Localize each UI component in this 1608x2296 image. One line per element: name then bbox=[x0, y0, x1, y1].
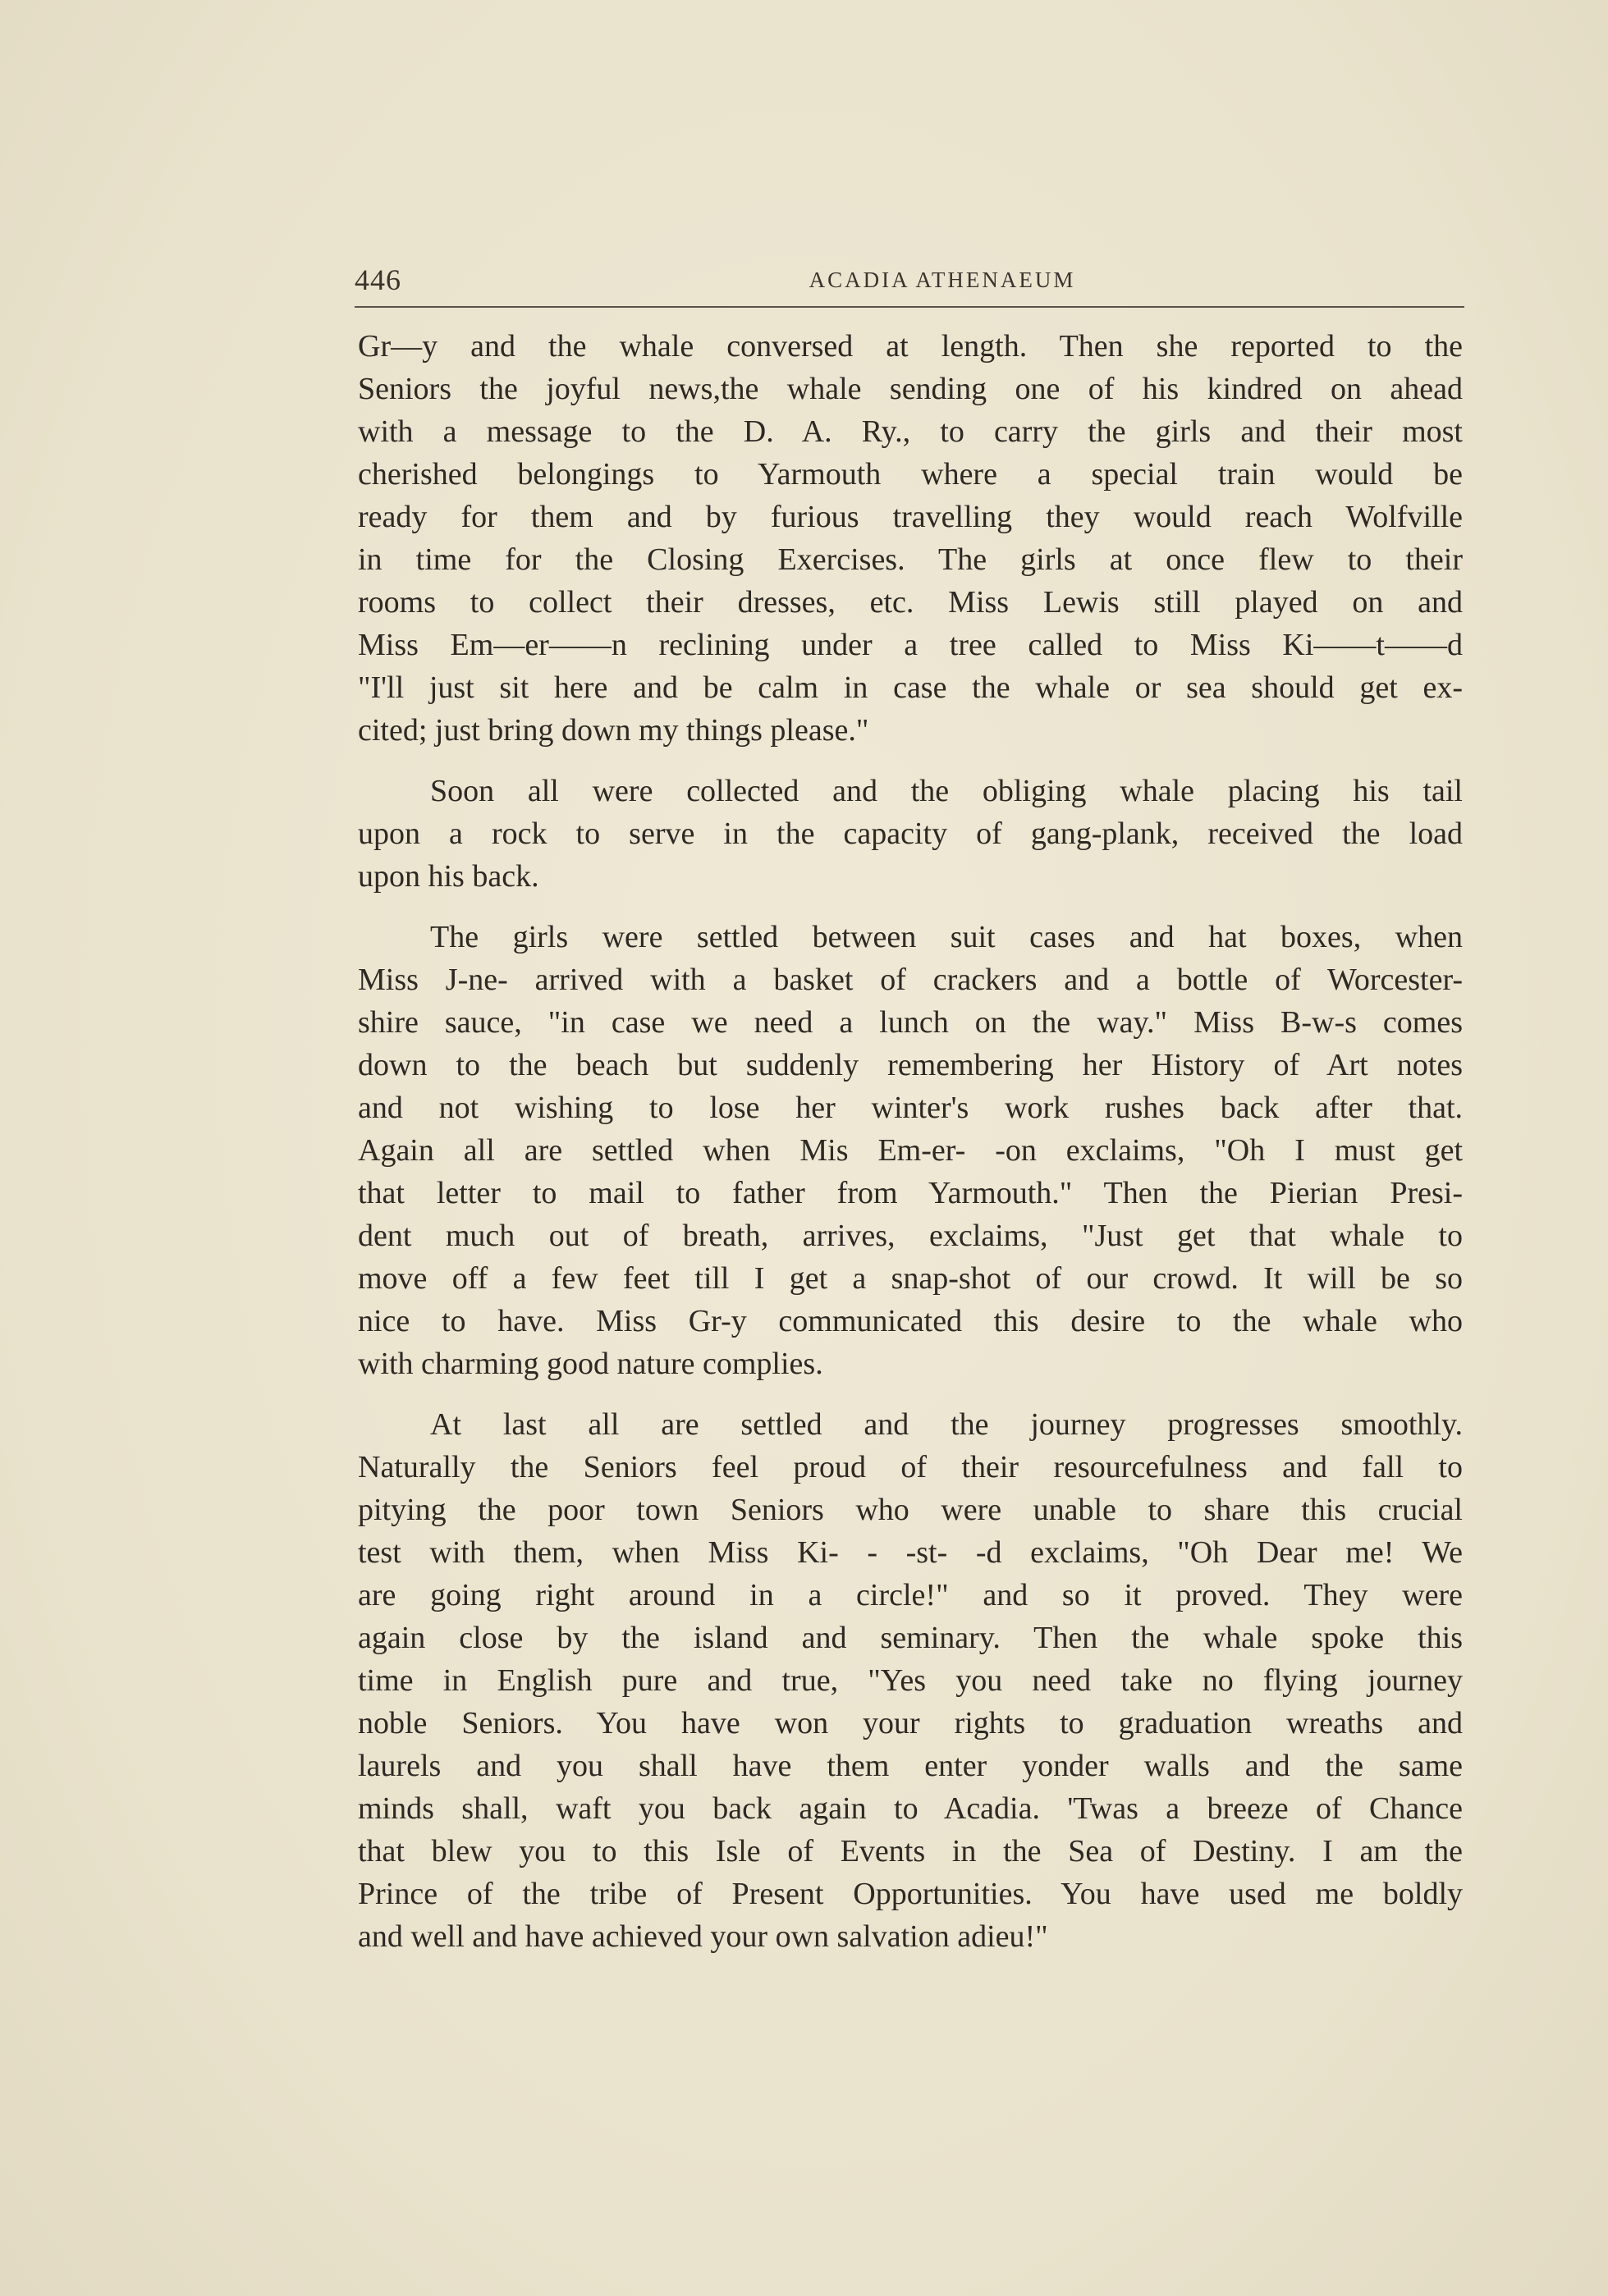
text-line: are going right around in a circle!" and so it proved. They were bbox=[358, 1578, 1463, 1612]
text-line: "I'll just sit here and be calm in case the whale or sea should get ex- bbox=[358, 670, 1463, 705]
text-line: that letter to mail to father from Yarmouth." Then the Pierian Presi- bbox=[358, 1176, 1463, 1210]
text-line: time in English pure and true, "Yes you need take no flying journey bbox=[358, 1663, 1463, 1698]
text-line: and well and have achieved your own salvation adieu!" bbox=[358, 1919, 1048, 1954]
text-line: Miss Em—er——n reclining under a tree called to Miss Ki——t——d bbox=[358, 628, 1463, 662]
text-line: Gr—y and the whale conversed at length. Then she reported to the bbox=[358, 329, 1463, 364]
text-line: in time for the Closing Exercises. The girls at once flew to their bbox=[358, 542, 1463, 577]
running-head: ACADIA ATHENAEUM bbox=[809, 268, 1076, 292]
paragraph bbox=[358, 325, 1463, 752]
text-line: upon a rock to serve in the capacity of gang-plank, received the load bbox=[358, 816, 1463, 851]
text-line: Seniors the joyful news,the whale sending one of his kindred on ahead bbox=[358, 372, 1463, 406]
header-rule bbox=[355, 306, 1464, 308]
page-header bbox=[355, 256, 1464, 305]
text-line: with a message to the D. A. Ry., to carry the girls and their most bbox=[358, 414, 1463, 449]
text-line: with charming good nature complies. bbox=[358, 1347, 823, 1381]
text-line: shire sauce, "in case we need a lunch on the way." Miss B-w-s comes bbox=[358, 1005, 1463, 1040]
paragraph bbox=[358, 770, 1463, 898]
text-line: dent much out of breath, arrives, exclaims, "Just get that whale to bbox=[358, 1219, 1463, 1253]
text-line: Again all are settled when Mis Em-er- -on exclaims, "Oh I must get bbox=[358, 1133, 1463, 1168]
text-line: At last all are settled and the journey progresses smoothly. bbox=[430, 1407, 1463, 1442]
text-line: Miss J-ne- arrived with a basket of crackers and a bottle of Worcester- bbox=[358, 963, 1463, 997]
text-line: rooms to collect their dresses, etc. Miss Lewis still played on and bbox=[358, 585, 1463, 620]
text-line: Prince of the tribe of Present Opportunities. You have used me boldly bbox=[358, 1877, 1463, 1911]
text-line: upon his back. bbox=[358, 859, 539, 894]
text-line: Soon all were collected and the obliging whale placing his tail bbox=[430, 774, 1463, 808]
text-line: test with them, when Miss Ki- - -st- -d exclaims, "Oh Dear me! We bbox=[358, 1535, 1463, 1570]
text-line: down to the beach but suddenly remembering her History of Art notes bbox=[358, 1048, 1463, 1082]
text-line: nice to have. Miss Gr-y communicated this desire to the whale who bbox=[358, 1304, 1463, 1338]
text-line: again close by the island and seminary. Then the whale spoke this bbox=[358, 1621, 1463, 1655]
text-line: that blew you to this Isle of Events in the Sea of Destiny. I am the bbox=[358, 1834, 1463, 1868]
text-line: Naturally the Seniors feel proud of their resourcefulness and fall to bbox=[358, 1450, 1463, 1484]
body-text bbox=[358, 325, 1463, 1958]
text-line: The girls were settled between suit cases and hat boxes, when bbox=[430, 920, 1463, 954]
paragraph bbox=[358, 916, 1463, 1385]
paragraph bbox=[358, 1403, 1463, 1958]
text-line: move off a few feet till I get a snap-shot of our crowd. It will be so bbox=[358, 1261, 1463, 1296]
text-line: minds shall, waft you back again to Acadia. 'Twas a breeze of Chance bbox=[358, 1791, 1463, 1826]
page-number: 446 bbox=[355, 263, 401, 296]
text-line: cited; just bring down my things please." bbox=[358, 713, 869, 748]
text-line: noble Seniors. You have won your rights to graduation wreaths and bbox=[358, 1706, 1463, 1740]
text-line: and not wishing to lose her winter's work rushes back after that. bbox=[358, 1091, 1463, 1125]
text-line: pitying the poor town Seniors who were unable to share this crucial bbox=[358, 1493, 1463, 1527]
text-line: ready for them and by furious travelling they would reach Wolfville bbox=[358, 500, 1463, 534]
text-line: cherished belongings to Yarmouth where a special train would be bbox=[358, 457, 1463, 492]
text-line: laurels and you shall have them enter yonder walls and the same bbox=[358, 1749, 1463, 1783]
